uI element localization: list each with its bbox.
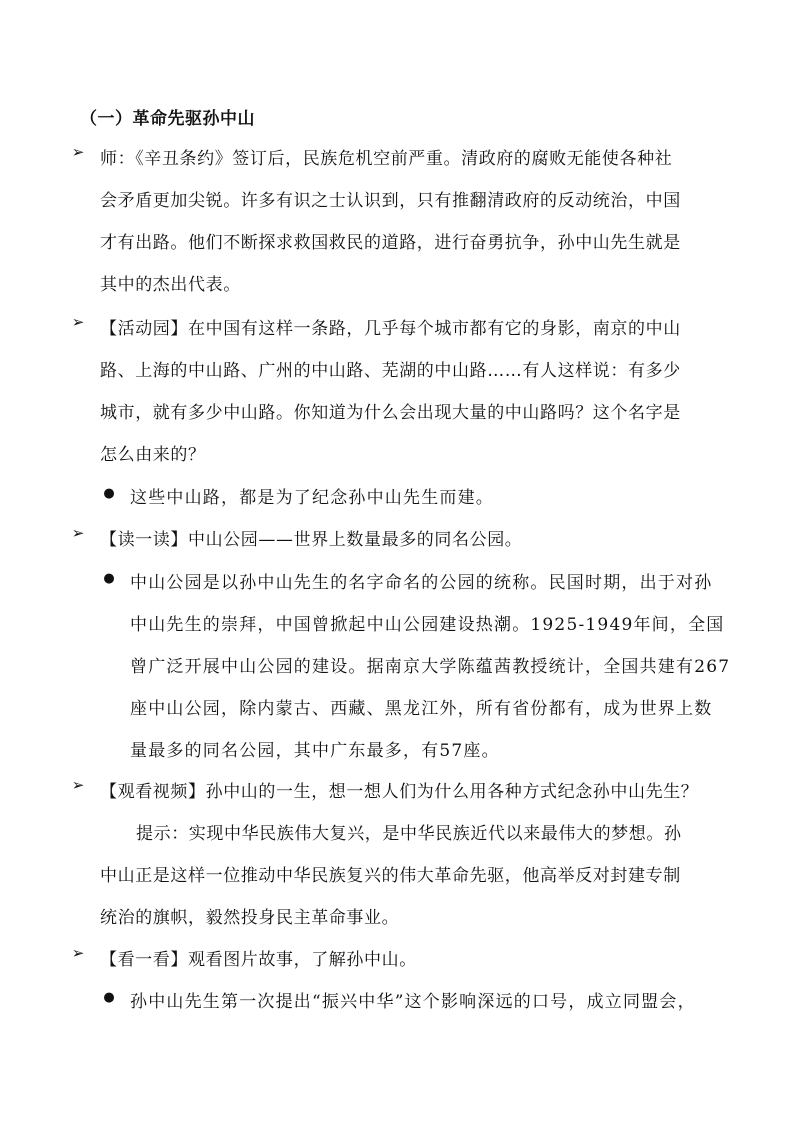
text-line: 中山正是这样一位推动中华民族复兴的伟大革命先驱，他高举反对封建专制 (100, 866, 681, 886)
text-line: 【读一读】中山公园——世界上数量最多的同名公园。 (100, 530, 523, 550)
text-line: 会矛盾更加尖锐。许多有识之士认识到，只有推翻清政府的反动统治，中国 (100, 191, 681, 211)
bullet-answer-zhongshan-road (130, 477, 494, 519)
round-bullet-icon: ● (103, 571, 115, 586)
text-line: 城市，就有多少中山路。你知道为什么会出现大量的中山路吗？这个名字是 (100, 403, 681, 423)
arrow-bullet-icon: ➢ (71, 143, 85, 161)
text-line: 中山先生的崇拜，中国曾掀起中山公园建设热潮。1925-1949年间，全国 (130, 615, 725, 635)
arrow-bullet-icon: ➢ (71, 313, 85, 331)
arrow-bullet-icon: ➢ (71, 524, 85, 542)
text-line: 孙中山先生第一次提出“振兴中华”这个影响深远的口号，成立同盟会， (130, 992, 696, 1012)
paragraph-teacher-intro (100, 138, 681, 306)
text-line: 师：《辛丑条约》签订后，民族危机空前严重。清政府的腐败无能使各种社 (100, 149, 673, 169)
bullet-zhongshan-park (130, 562, 730, 772)
text-line: 才有出路。他们不断探求救国救民的道路，进行奋勇抗争，孙中山先生就是 (100, 233, 681, 253)
text-line: 曾广泛开展中山公园的建设。据南京大学陈蕴茜教授统计，全国共建有267 (130, 657, 731, 677)
round-bullet-icon: ● (103, 486, 115, 501)
paragraph-hint (100, 813, 682, 939)
text-line: 【看一看】观看图片故事，了解孙中山。 (100, 950, 417, 970)
text-line: 中山公园是以孙中山先生的名字命名的公园的统称。民国时期，出于对孙 (130, 573, 713, 593)
arrow-bullet-icon: ➢ (71, 944, 85, 962)
text-line: 路、上海的中山路、广州的中山路、芜湖的中山路……有人这样说：有多少 (100, 361, 681, 381)
paragraph-reading (100, 519, 522, 561)
paragraph-video (100, 771, 698, 813)
text-line: 座中山公园，除内蒙古、西藏、黑龙江外，所有省份都有，成为世界上数 (130, 699, 713, 719)
arrow-bullet-icon: ➢ (71, 776, 85, 794)
text-line: 这些中山路，都是为了纪念孙中山先生而建。 (130, 488, 494, 508)
text-line: 【活动园】在中国有这样一条路，几乎每个城市都有它的身影，南京的中山 (100, 319, 681, 339)
text-line: 统治的旗帜，毅然投身民主革命事业。 (100, 908, 400, 928)
text-line: 怎么由来的？ (100, 445, 206, 465)
bullet-revitalize-china (130, 981, 696, 1023)
round-bullet-icon: ● (103, 990, 115, 1005)
text-line: 量最多的同名公园，其中广东最多，有57座。 (130, 741, 500, 761)
paragraph-activity (100, 308, 681, 476)
text-line: 【观看视频】孙中山的一生，想一想人们为什么用各种方式纪念孙中山先生？ (100, 782, 699, 802)
text-line: 提示：实现中华民族伟大复兴，是中华民族近代以来最伟大的梦想。孙 (136, 824, 682, 844)
section-heading: （一）革命先驱孙中山 (80, 109, 255, 129)
paragraph-look (100, 939, 417, 981)
text-line: 其中的杰出代表。 (100, 275, 241, 295)
